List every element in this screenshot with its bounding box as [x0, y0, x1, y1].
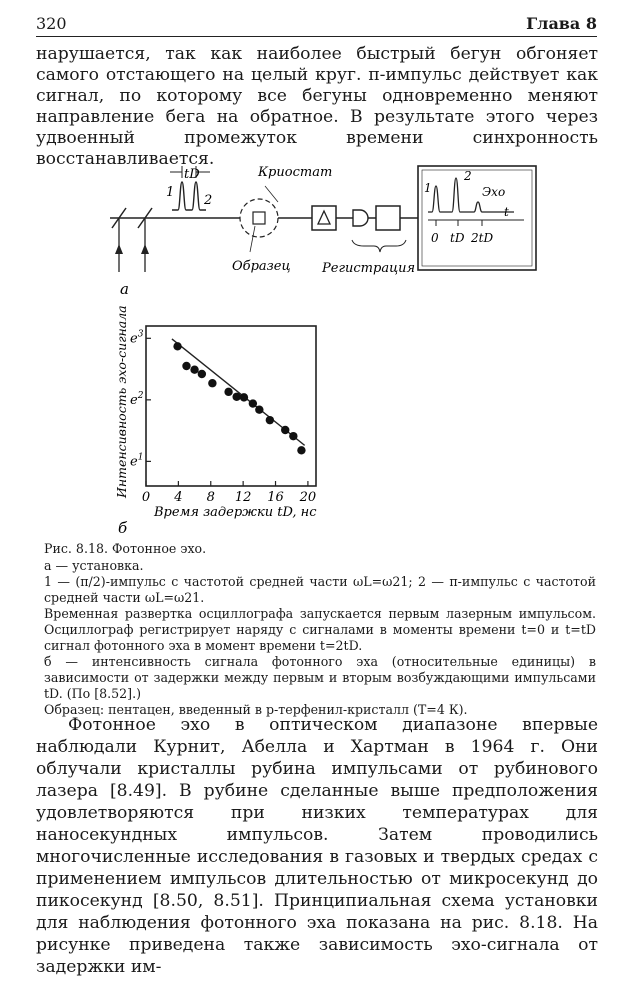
panel-a	[118, 278, 148, 302]
x-tick-label: 8	[206, 490, 215, 505]
excitation-pulses	[172, 182, 206, 210]
oscilloscope-frame	[418, 166, 536, 270]
caption-line: 1 — (π/2)-импульс с частотой средней части ωL=ω21; 2 — π-импульс с частотой средней части ωL=ω21.	[44, 574, 596, 605]
main-paragraph-block	[36, 714, 598, 978]
intro-paragraph: нарушается, так как наиболее быстрый бегун обгоняет самого отстающего на целый круг. π-импульс действует как сигнал, по которому все бегуны одновременно меняют направление бега на обратное. В результате этого через удвоенный промежуток времени синхронность восстанавливается.	[36, 44, 598, 169]
chart-frame	[146, 326, 316, 486]
y-tick-label: $e^1$	[130, 452, 144, 470]
main-paragraph: Фотонное эхо в оптическом диапазоне впервые наблюдали Курнит, Абелла и Хартман в 1964 г. Они облучали кристаллы рубина импульсами от рубинового лазера [8.49]. В рубине сделанные выше предположения удовлетворяются при низких температурах для наносекундных импульсов. Затем проводились многочисленные исследования в газовых и твердых средах с применением импульсов длительностью от микросекунд до пикосекунд [8.50, 8.51]. Принципиальная схема установки для наблюдения фотонного эха показана на рис. 8.18. На рисунке приведена также зависимость эхо-сигнала от задержки им-	[36, 715, 598, 977]
data-point	[208, 379, 216, 387]
caption-title: Рис. 8.18. Фотонное эхо.	[44, 541, 207, 556]
x-tick-label: 16	[267, 490, 284, 505]
arrow-up-icon	[115, 244, 123, 254]
data-point	[289, 432, 297, 440]
data-point	[266, 416, 274, 424]
y-tick-label: $e^2$	[130, 390, 144, 408]
data-point	[198, 370, 206, 378]
caption-line: а — установка.	[44, 558, 144, 573]
figure-caption	[44, 541, 596, 718]
panel-label-a: а	[120, 280, 129, 298]
data-point	[182, 362, 190, 370]
caption-line: Временная развертка осциллографа запускается первым лазерным импульсом. Осциллограф регистрирует наряду с сигналами в моменты времени t=0 и t=tD сигнал фотонного эха в момент времени t=2tD.	[44, 606, 596, 653]
scope-echo-label: Эхо	[482, 185, 506, 199]
registration-label: Регистрация	[322, 261, 416, 276]
data-point	[240, 393, 248, 401]
scope-pulse-2: 2	[464, 169, 472, 183]
chart-marks	[130, 329, 316, 505]
data-point	[173, 342, 181, 350]
scope-tick-label-td: tD	[450, 231, 465, 245]
scope-axis-t: t	[504, 205, 509, 219]
x-tick-label: 20	[299, 490, 317, 505]
caption-line: Образец: пентацен, введенный в p-терфенил-кристалл (T=4 К).	[44, 702, 468, 717]
scope-tick-label-2td: 2tD	[471, 231, 494, 245]
gate-icon	[353, 210, 368, 226]
data-point	[281, 426, 289, 434]
sample-leader	[250, 226, 255, 252]
page-number: 320	[36, 14, 67, 33]
echo-intensity-chart	[108, 302, 338, 536]
sample-label: Образец	[232, 259, 291, 274]
panel-label-b: б	[118, 519, 128, 536]
data-point	[232, 393, 240, 401]
td-label: tD	[184, 167, 200, 182]
cryostat-label: Криостат	[258, 165, 333, 180]
caption-line: б — интенсивность сигнала фотонного эха (относительные единицы) в зависимости от задержки между первым и вторым возбуждающими импульсами tD. (По [8.52].)	[44, 654, 596, 701]
data-point	[255, 405, 263, 413]
registration-brace	[352, 240, 406, 252]
pulse-label-1: 2	[204, 193, 213, 208]
intro-paragraph-block	[36, 44, 598, 170]
integrator-box	[376, 206, 400, 230]
page-header	[36, 14, 597, 37]
data-point	[224, 388, 232, 396]
sample-box	[253, 212, 265, 224]
data-point	[249, 399, 257, 407]
chart-y-label: Интенсивность эхо-сигнала	[114, 305, 129, 498]
y-tick-label: $e^3$	[130, 329, 144, 347]
arrow-up-icon	[141, 244, 149, 254]
chapter-title: Глава 8	[526, 14, 597, 33]
x-tick-label: 12	[234, 490, 252, 505]
x-tick-label: 0	[141, 490, 151, 505]
data-point	[297, 446, 305, 454]
chart-x-label: Время задержки tD, нс	[154, 505, 317, 520]
scope-tick-label-0: 0	[431, 231, 439, 245]
cryostat-leader	[265, 186, 278, 202]
data-point	[190, 365, 198, 373]
x-tick-label: 4	[174, 490, 183, 505]
scope-pulse-1: 1	[424, 181, 432, 195]
setup-diagram	[100, 160, 560, 290]
pulse-label-2: 1	[166, 185, 175, 200]
